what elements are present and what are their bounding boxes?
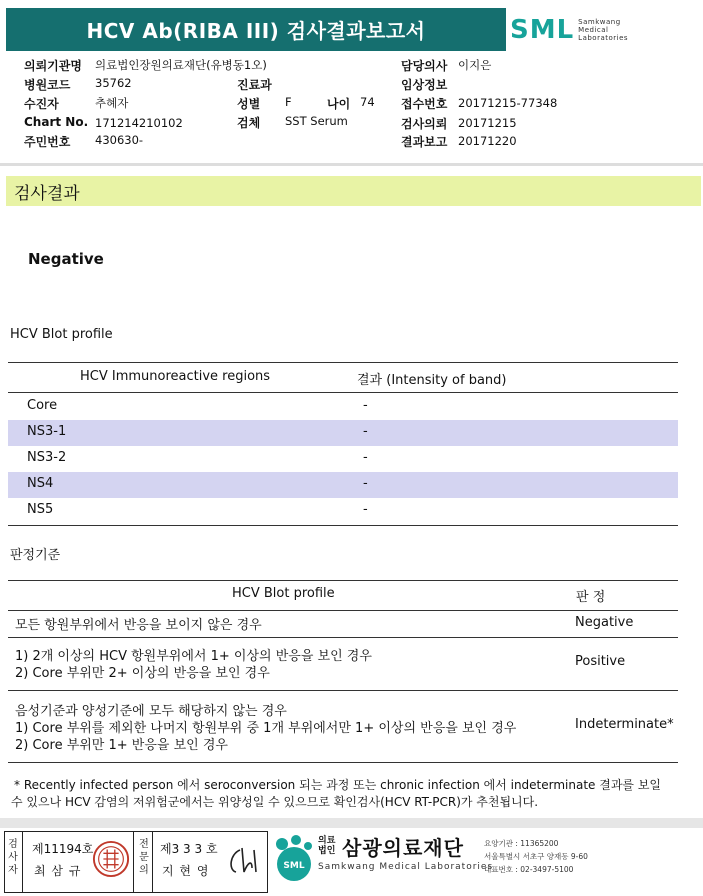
table-rule: [8, 637, 678, 638]
criteria-text: 모든 항원부위에서 반응을 보이지 않은 경우: [15, 618, 262, 633]
region-cell: NS3-2: [27, 450, 67, 465]
region-cell: NS5: [27, 502, 54, 517]
logo-subtitle: [578, 18, 628, 42]
box-divider: [152, 831, 153, 893]
specimen-value: SST Serum: [285, 114, 348, 128]
age-value: 74: [360, 95, 375, 109]
table-rule: [8, 580, 678, 581]
table-rule: [8, 762, 678, 763]
region-cell: NS3-1: [27, 424, 67, 439]
result-column-header: 결과 (Intensity of band): [357, 373, 507, 388]
company-logo-icon: [272, 834, 316, 884]
sex-value: F: [285, 95, 292, 109]
result-section-title: 검사결과: [6, 176, 701, 206]
judgement-value: Indeterminate*: [575, 717, 674, 732]
company-name-english: Samkwang Medical Laboratories: [318, 862, 494, 872]
logo-sub-line: Medical: [578, 25, 609, 34]
signature-icon: [222, 842, 262, 880]
criteria-text: 음성기준과 양성기준에 모두 해당하지 않는 경우: [15, 704, 287, 719]
band-result-cell: -: [363, 450, 368, 465]
table-rule: [8, 392, 678, 393]
criteria-text: 2) Core 부위만 1+ 반응을 보인 경우: [15, 738, 228, 753]
region-cell: NS4: [27, 476, 54, 491]
hospital-code-value: 35762: [95, 76, 132, 90]
report-title: HCV Ab(RIBA III) 검사결과보고서: [6, 8, 506, 51]
institution-label: 의뢰기관명: [24, 59, 82, 73]
specimen-label: 검체: [237, 116, 261, 130]
band-result-cell: -: [363, 476, 368, 491]
logo-mark: SML: [510, 14, 575, 45]
table-rule: [8, 690, 678, 691]
region-column-header: HCV Immunoreactive regions: [80, 369, 271, 384]
logo-sub-line: Samkwang: [578, 17, 621, 26]
company-name: 삼광의료재단: [342, 836, 464, 860]
svg-text:SML: SML: [283, 861, 305, 871]
inspector-license-no: 제11194호: [32, 842, 94, 856]
band-result-cell: -: [363, 398, 368, 413]
table-row: [8, 472, 678, 498]
box-divider: [22, 831, 23, 893]
specialist-license-no: 제3 3 3 호: [160, 842, 218, 856]
criteria-text: 1) 2개 이상의 HCV 항원부위에서 1+ 이상의 반응을 보인 경우: [15, 649, 372, 664]
company-prefix: 의료법인: [318, 836, 336, 856]
inspector-vertical-text: 검사자: [8, 839, 18, 876]
doctor-value: 이지은: [458, 58, 492, 72]
resident-no-label: 주민번호: [24, 135, 71, 149]
chart-no-label: Chart No.: [24, 115, 89, 129]
table-rule: [8, 610, 678, 611]
report-date-label: 결과보고: [401, 135, 448, 149]
region-cell: Core: [27, 398, 58, 413]
table-rule: [8, 362, 678, 363]
report-date-value: 20171220: [458, 134, 517, 148]
criteria-text: 1) Core 부위를 제외한 나머지 항원부위 중 1개 부위에서만 1+ 이상의 반응을 보인 경우: [15, 721, 517, 736]
hospital-code-label: 병원코드: [24, 78, 71, 92]
doctor-label: 담당의사: [401, 59, 448, 73]
logo-sub-line: Laboratories: [578, 33, 629, 42]
header-divider: [0, 163, 703, 166]
criteria-text: 2) Core 부위만 2+ 이상의 반응을 보인 경우: [15, 666, 270, 681]
specialist-name: 지 현 영: [162, 864, 210, 878]
patient-name-value: 추혜자: [95, 96, 129, 110]
specialist-vertical-label: [137, 838, 151, 877]
patient-name-label: 수진자: [24, 97, 59, 111]
sml-logo: [510, 8, 700, 51]
box-divider: [133, 831, 134, 893]
table-rule: [8, 525, 678, 526]
profile-column-header: HCV Blot profile: [232, 586, 335, 601]
blot-profile-title: HCV Blot profile: [10, 327, 113, 342]
sex-label: 성별: [237, 97, 261, 111]
clinical-info-label: 임상정보: [401, 78, 448, 92]
judgement-value: Negative: [575, 615, 634, 630]
inspector-name: 최 삼 규: [34, 864, 82, 878]
table-row: [8, 420, 678, 446]
footnote: 수 있으나 HCV 감염의 저위험군에서는 위양성일 수 있으므로 확인검사(HCV RT-PCR)가 추천됩니다.: [11, 795, 539, 809]
company-institution-code: 요양기관 : 11365200: [484, 839, 559, 848]
receipt-no-label: 접수번호: [401, 97, 448, 111]
company-address: 서울특별시 서초구 양재동 9-60: [484, 852, 588, 861]
official-seal-icon: [92, 840, 130, 878]
inspector-vertical-label: [6, 838, 20, 877]
band-result-cell: -: [363, 502, 368, 517]
institution-value: 의료법인장원의료재단(유병동1오): [95, 58, 267, 72]
chart-no-value: 171214210102: [95, 116, 183, 130]
resident-no-value: 430630-: [95, 133, 144, 147]
footnote: * Recently infected person 에서 seroconversion 되는 과정 또는 chronic infection 에서 indeterminate 결과를 보일: [14, 778, 662, 792]
department-label: 진료과: [237, 78, 272, 92]
request-date-value: 20171215: [458, 116, 517, 130]
specialist-vertical-text: 전문의: [139, 839, 149, 876]
request-date-label: 검사의뢰: [401, 117, 448, 131]
criteria-title: 판정기준: [10, 548, 61, 563]
judgement-column-header: 판 정: [576, 590, 606, 605]
receipt-no-value: 20171215-77348: [458, 96, 558, 110]
company-phone: 대표번호 : 02-3497-5100: [484, 865, 574, 874]
result-value: Negative: [28, 250, 104, 268]
footer-divider: [0, 818, 703, 828]
band-result-cell: -: [363, 424, 368, 439]
judgement-value: Positive: [575, 654, 626, 669]
age-label: 나이: [327, 97, 351, 111]
